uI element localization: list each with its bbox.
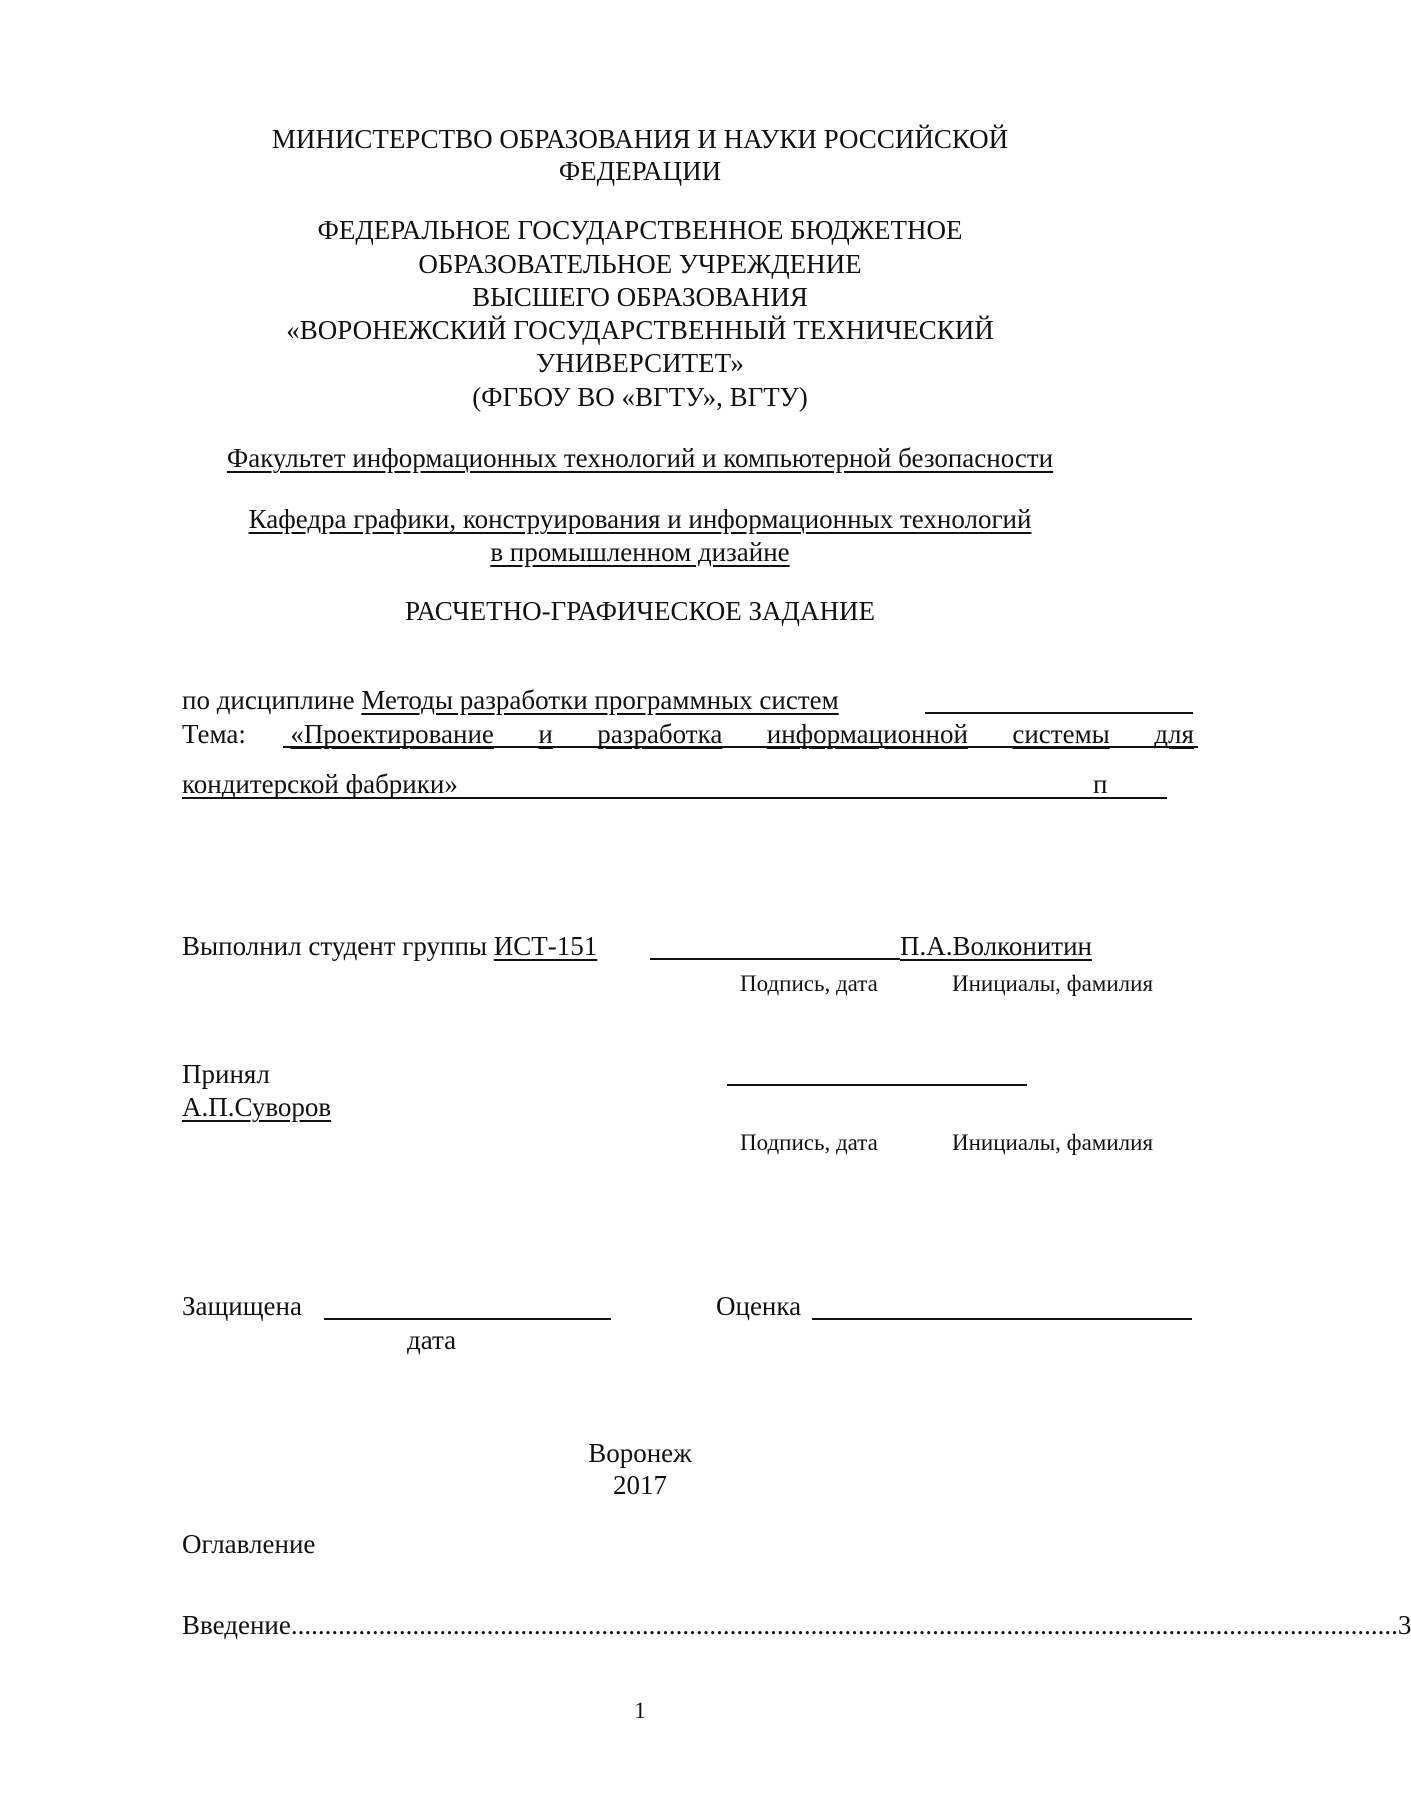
topic-word: для xyxy=(1154,719,1194,749)
department-line-2: в промышленном дизайне xyxy=(490,537,790,567)
topic-trailing-mark: п xyxy=(1093,769,1108,799)
accepted-caption-sign: Подпись, дата xyxy=(740,1130,878,1155)
toc-entry-page: 3 xyxy=(1397,1610,1411,1640)
accepted-caption-name: Инициалы, фамилия xyxy=(952,1130,1154,1155)
institution-line-5: УНИВЕРСИТЕТ» xyxy=(536,348,744,378)
performed-label: Выполнил студент группы xyxy=(182,931,488,961)
faculty-name: Факультет информационных технологий и компьютерной безопасности xyxy=(226,443,1054,473)
document-title: РАСЧЕТНО-ГРАФИЧЕСКОЕ ЗАДАНИЕ xyxy=(405,596,875,626)
protected-date-line xyxy=(324,1318,611,1320)
discipline-underline xyxy=(925,712,1193,714)
ministry-line-2: ФЕДЕРАЦИИ xyxy=(558,156,722,186)
topic-line-2: кондитерской фабрики» xyxy=(182,769,458,799)
performed-row xyxy=(182,929,597,963)
department-line-1: Кафедра графики, конструирования и информационных технологий xyxy=(248,504,1032,534)
toc-leader-dots: .................................................................................................................................................................... xyxy=(290,1610,1398,1640)
institution-line-1: ФЕДЕРАЛЬНОЕ ГОСУДАРСТВЕННОЕ БЮДЖЕТНОЕ xyxy=(317,215,963,245)
topic-word: системы xyxy=(1012,719,1110,749)
topic-label: Тема: xyxy=(182,719,246,749)
topic-line-2-underline xyxy=(182,797,1167,799)
performed-caption-sign: Подпись, дата xyxy=(740,971,878,996)
discipline-row xyxy=(182,683,839,717)
accepted-sign-line xyxy=(727,1084,1027,1086)
topic-word: разработка xyxy=(597,719,723,749)
accepted-label: Принял xyxy=(182,1059,270,1089)
grade-line xyxy=(812,1318,1192,1320)
discipline-value: Методы разработки программных систем xyxy=(361,685,839,715)
institution-line-4: «ВОРОНЕЖСКИЙ ГОСУДАРСТВЕННЫЙ ТЕХНИЧЕСКИЙ xyxy=(286,315,994,345)
page-number: 1 xyxy=(634,1698,646,1723)
toc-heading: Оглавление xyxy=(182,1529,316,1559)
topic-word: и xyxy=(538,719,553,749)
grade-label: Оценка xyxy=(716,1291,802,1321)
topic-word: «Проектирование xyxy=(290,719,494,749)
student-name: П.А.Волконитин xyxy=(900,931,1092,961)
toc-entry[interactable] xyxy=(182,1608,1411,1642)
year: 2017 xyxy=(613,1470,667,1500)
performed-caption-name: Инициалы, фамилия xyxy=(952,971,1154,996)
institution-line-3: ВЫСШЕГО ОБРАЗОВАНИЯ xyxy=(472,282,808,312)
city: Воронеж xyxy=(588,1438,692,1468)
performed-sign-line xyxy=(650,958,900,960)
toc-entry-title: Введение xyxy=(182,1610,291,1640)
protected-label: Защищена xyxy=(182,1291,302,1321)
protected-date-caption: дата xyxy=(407,1325,457,1355)
topic-line-1-underline xyxy=(283,746,1198,748)
topic-word: информационной xyxy=(766,719,968,749)
teacher-name: А.П.Суворов xyxy=(182,1092,332,1122)
student-group: ИСТ-151 xyxy=(493,931,598,961)
institution-line-2: ОБРАЗОВАТЕЛЬНОЕ УЧРЕЖДЕНИЕ xyxy=(418,249,862,279)
institution-abbreviation: (ФГБОУ ВО «ВГТУ», ВГТУ) xyxy=(472,382,808,412)
ministry-line-1: МИНИСТЕРСТВО ОБРАЗОВАНИЯ И НАУКИ РОССИЙСКОЙ xyxy=(271,124,1009,154)
discipline-label: по дисциплине xyxy=(182,685,355,715)
